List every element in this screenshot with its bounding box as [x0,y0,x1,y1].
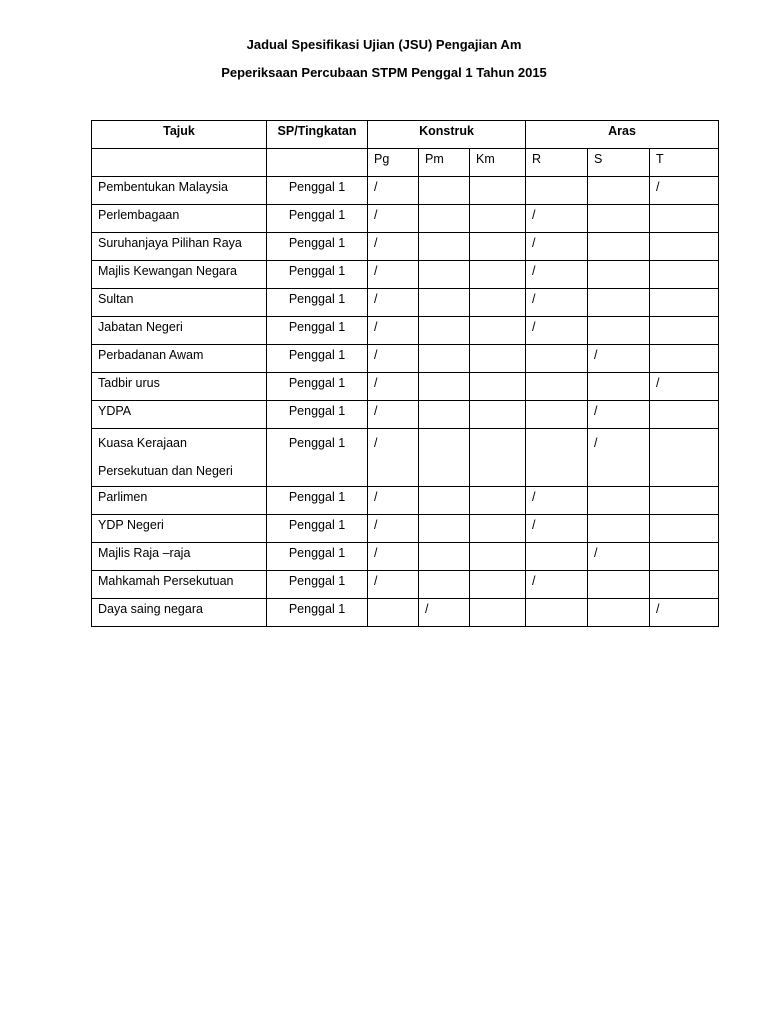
cell-mark-km [470,599,526,627]
cell-mark-t [650,317,719,345]
cell-tajuk: YDPA [92,401,267,429]
subheader-s: S [588,149,650,177]
cell-sp-tingkatan: Penggal 1 [267,515,368,543]
cell-mark-s [588,261,650,289]
cell-mark-s [588,233,650,261]
table-row [92,233,719,261]
header-tajuk: Tajuk [92,121,267,149]
cell-tajuk: Perbadanan Awam [92,345,267,373]
cell-tajuk: Sultan [92,289,267,317]
cell-mark-km [470,373,526,401]
cell-mark-r: / [526,571,588,599]
header-aras: Aras [526,121,719,149]
cell-sp-tingkatan: Penggal 1 [267,373,368,401]
cell-mark-t [650,571,719,599]
cell-mark-s: / [588,543,650,571]
cell-tajuk: Pembentukan Malaysia [92,177,267,205]
cell-sp-tingkatan: Penggal 1 [267,261,368,289]
table-row [92,429,719,487]
cell-mark-pm [419,429,470,487]
cell-mark-r [526,429,588,487]
cell-mark-pm [419,543,470,571]
cell-mark-pg: / [368,317,419,345]
cell-mark-t [650,261,719,289]
cell-mark-t [650,289,719,317]
cell-mark-pm [419,289,470,317]
jsu-table [91,120,719,627]
cell-mark-t [650,205,719,233]
cell-mark-r [526,373,588,401]
subheader-empty-tajuk [92,149,267,177]
header-konstruk: Konstruk [368,121,526,149]
cell-sp-tingkatan: Penggal 1 [267,289,368,317]
table-row [92,401,719,429]
cell-sp-tingkatan: Penggal 1 [267,429,368,487]
cell-sp-tingkatan: Penggal 1 [267,401,368,429]
cell-mark-t: / [650,373,719,401]
cell-mark-pg: / [368,233,419,261]
table-subheader-row [92,149,719,177]
cell-mark-s [588,177,650,205]
cell-sp-tingkatan: Penggal 1 [267,345,368,373]
cell-mark-s [588,599,650,627]
cell-mark-r [526,599,588,627]
cell-mark-pg: / [368,401,419,429]
cell-mark-pm [419,571,470,599]
cell-mark-km [470,515,526,543]
cell-mark-pg: / [368,373,419,401]
cell-mark-t: / [650,177,719,205]
cell-mark-s [588,317,650,345]
subheader-r: R [526,149,588,177]
cell-mark-s [588,373,650,401]
cell-tajuk: Suruhanjaya Pilihan Raya [92,233,267,261]
cell-mark-s [588,571,650,599]
subheader-pm: Pm [419,149,470,177]
cell-tajuk: Kuasa Kerajaan Persekutuan dan Negeri [92,429,267,487]
cell-mark-pm [419,233,470,261]
cell-sp-tingkatan: Penggal 1 [267,177,368,205]
cell-mark-pm [419,317,470,345]
cell-mark-km [470,205,526,233]
cell-mark-km [470,429,526,487]
cell-mark-pg: / [368,487,419,515]
cell-mark-r: / [526,289,588,317]
table-row [92,205,719,233]
cell-mark-s: / [588,401,650,429]
cell-tajuk: Perlembagaan [92,205,267,233]
cell-mark-km [470,401,526,429]
cell-tajuk: Daya saing negara [92,599,267,627]
document-subtitle: Peperiksaan Percubaan STPM Penggal 1 Tahun 2015 [221,65,547,80]
cell-mark-t: / [650,599,719,627]
cell-mark-t [650,401,719,429]
cell-mark-r: / [526,515,588,543]
cell-mark-s [588,205,650,233]
cell-mark-r [526,345,588,373]
cell-mark-r: / [526,487,588,515]
table-row [92,289,719,317]
cell-mark-pg: / [368,261,419,289]
cell-mark-km [470,543,526,571]
cell-mark-pg: / [368,429,419,487]
header-sp-tingkatan: SP/Tingkatan [267,121,368,149]
cell-mark-pm [419,373,470,401]
cell-mark-km [470,345,526,373]
cell-tajuk: YDP Negeri [92,515,267,543]
cell-sp-tingkatan: Penggal 1 [267,543,368,571]
subheader-pg: Pg [368,149,419,177]
table-row [92,317,719,345]
cell-sp-tingkatan: Penggal 1 [267,599,368,627]
cell-mark-km [470,487,526,515]
cell-mark-pm: / [419,599,470,627]
cell-tajuk: Jabatan Negeri [92,317,267,345]
cell-tajuk: Majlis Kewangan Negara [92,261,267,289]
cell-mark-s [588,289,650,317]
cell-mark-t [650,429,719,487]
subheader-empty-sp [267,149,368,177]
cell-mark-pg: / [368,289,419,317]
cell-sp-tingkatan: Penggal 1 [267,487,368,515]
cell-mark-t [650,233,719,261]
cell-mark-pm [419,401,470,429]
cell-mark-r: / [526,233,588,261]
cell-mark-pm [419,345,470,373]
table-row [92,261,719,289]
table-row [92,177,719,205]
table-row [92,571,719,599]
cell-mark-r: / [526,317,588,345]
cell-mark-t [650,487,719,515]
cell-mark-s [588,515,650,543]
cell-mark-pg: / [368,515,419,543]
cell-mark-km [470,571,526,599]
cell-mark-r [526,177,588,205]
cell-sp-tingkatan: Penggal 1 [267,233,368,261]
cell-mark-pg: / [368,177,419,205]
cell-mark-pg: / [368,205,419,233]
cell-sp-tingkatan: Penggal 1 [267,205,368,233]
cell-tajuk: Parlimen [92,487,267,515]
cell-mark-pg: / [368,345,419,373]
table-row [92,543,719,571]
subheader-t: T [650,149,719,177]
table-row [92,599,719,627]
cell-mark-t [650,543,719,571]
table-header-row [92,121,719,149]
cell-tajuk: Tadbir urus [92,373,267,401]
cell-mark-pg: / [368,543,419,571]
table-row [92,515,719,543]
cell-mark-pg: / [368,571,419,599]
cell-mark-pm [419,515,470,543]
cell-tajuk: Majlis Raja –raja [92,543,267,571]
cell-mark-s: / [588,345,650,373]
cell-sp-tingkatan: Penggal 1 [267,317,368,345]
cell-mark-pm [419,487,470,515]
cell-mark-t [650,345,719,373]
document-title: Jadual Spesifikasi Ujian (JSU) Pengajian Am [246,37,522,52]
table-row [92,487,719,515]
cell-mark-r [526,543,588,571]
cell-mark-pg [368,599,419,627]
table-row [92,373,719,401]
cell-mark-km [470,289,526,317]
cell-mark-pm [419,261,470,289]
cell-mark-pm [419,205,470,233]
cell-tajuk: Mahkamah Persekutuan [92,571,267,599]
cell-mark-km [470,233,526,261]
cell-mark-r: / [526,261,588,289]
cell-sp-tingkatan: Penggal 1 [267,571,368,599]
cell-mark-r [526,401,588,429]
cell-mark-km [470,177,526,205]
cell-mark-pm [419,177,470,205]
cell-mark-km [470,261,526,289]
cell-mark-s [588,487,650,515]
table-row [92,345,719,373]
cell-mark-t [650,515,719,543]
cell-mark-r: / [526,205,588,233]
subheader-km: Km [470,149,526,177]
cell-mark-km [470,317,526,345]
table-body [92,177,719,627]
cell-mark-s: / [588,429,650,487]
